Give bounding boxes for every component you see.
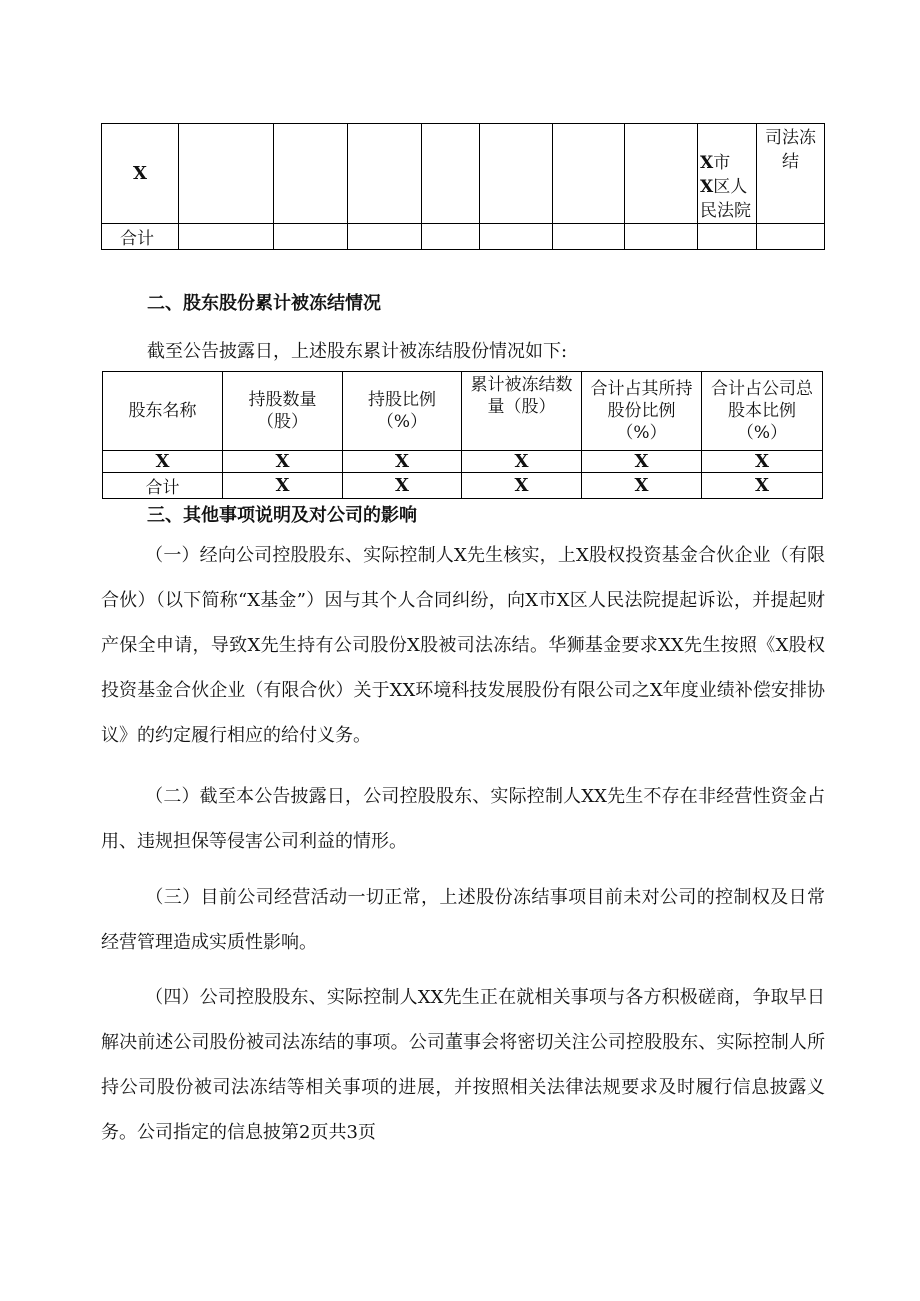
table-row: X X X X X X: [103, 451, 823, 473]
section-intro: 截至公告披露日，上述股东累计被冻结股份情况如下:: [147, 341, 568, 362]
court-cell: X市 X区人 民法院: [698, 124, 757, 224]
table-row: [102, 124, 825, 224]
header-ratio-of-total: 合计占公司总 股本比例 （%）: [702, 372, 823, 451]
header-frozen-quantity: 累计被冻结数 量（股）: [462, 372, 582, 451]
section-heading-2: 二、股东股份累计被冻结情况: [147, 293, 381, 314]
paragraph-2: （二）截至本公告披露日，公司控股股东、实际控制人XX先生不存在非经营性资金占用、违规担保等侵害公司利益的情形。: [101, 786, 825, 852]
section-heading-3: 三、其他事项说明及对公司的影响: [147, 505, 417, 526]
header-shareholder-name: 股东名称: [103, 372, 223, 451]
freeze-type-cell: 司法冻结: [757, 124, 825, 224]
paragraph-1: （一）经向公司控股股东、实际控制人X先生核实，上X股权投资基金合伙企业（有限合伙）（以下简称“X基金”）因与其个人合同纠纷，向X市X区人民法院提起诉讼，并提起财产保全申请，导致X先生持有公司股份X股被司法冻结。华狮基金要求XX先生按照《X股权投资基金合伙企业（有限合伙）关于XX环境科技发展股份有限公司之X年度业绩补偿安排协议》的约定履行相应的给付义务。: [101, 545, 825, 746]
table-header-row: [103, 372, 823, 451]
paragraph-3: （三）目前公司经营活动一切正常，上述股份冻结事项目前未对公司的控制权及日常经营管理造成实质性影响。: [101, 887, 825, 953]
shareholder-name-cell: X: [102, 124, 179, 224]
header-holding-ratio: 持股比例 （%）: [343, 372, 462, 451]
header-ratio-of-held: 合计占其所持 股份比例 （%）: [582, 372, 702, 451]
table-row-total: 合计 X X X X X: [103, 473, 823, 499]
total-label: 合计: [102, 224, 179, 250]
cumulative-freeze-table: [102, 371, 823, 499]
header-shares-held: 持股数量 （股）: [223, 372, 343, 451]
paragraph-4: （四）公司控股股东、实际控制人XX先生正在就相关事项与各方积极磋商，争取早日解决前述公司股份被司法冻结的事项。公司董事会将密切关注公司控股股东、实际控制人所持公司股份被司法冻结等相关事项的进展，并按照相关法律法规要求及时履行信息披露义务。公司指定的信息披第2页共3页: [101, 987, 825, 1143]
table-row-total: [102, 224, 825, 250]
freeze-detail-table-continuation: [101, 123, 825, 250]
